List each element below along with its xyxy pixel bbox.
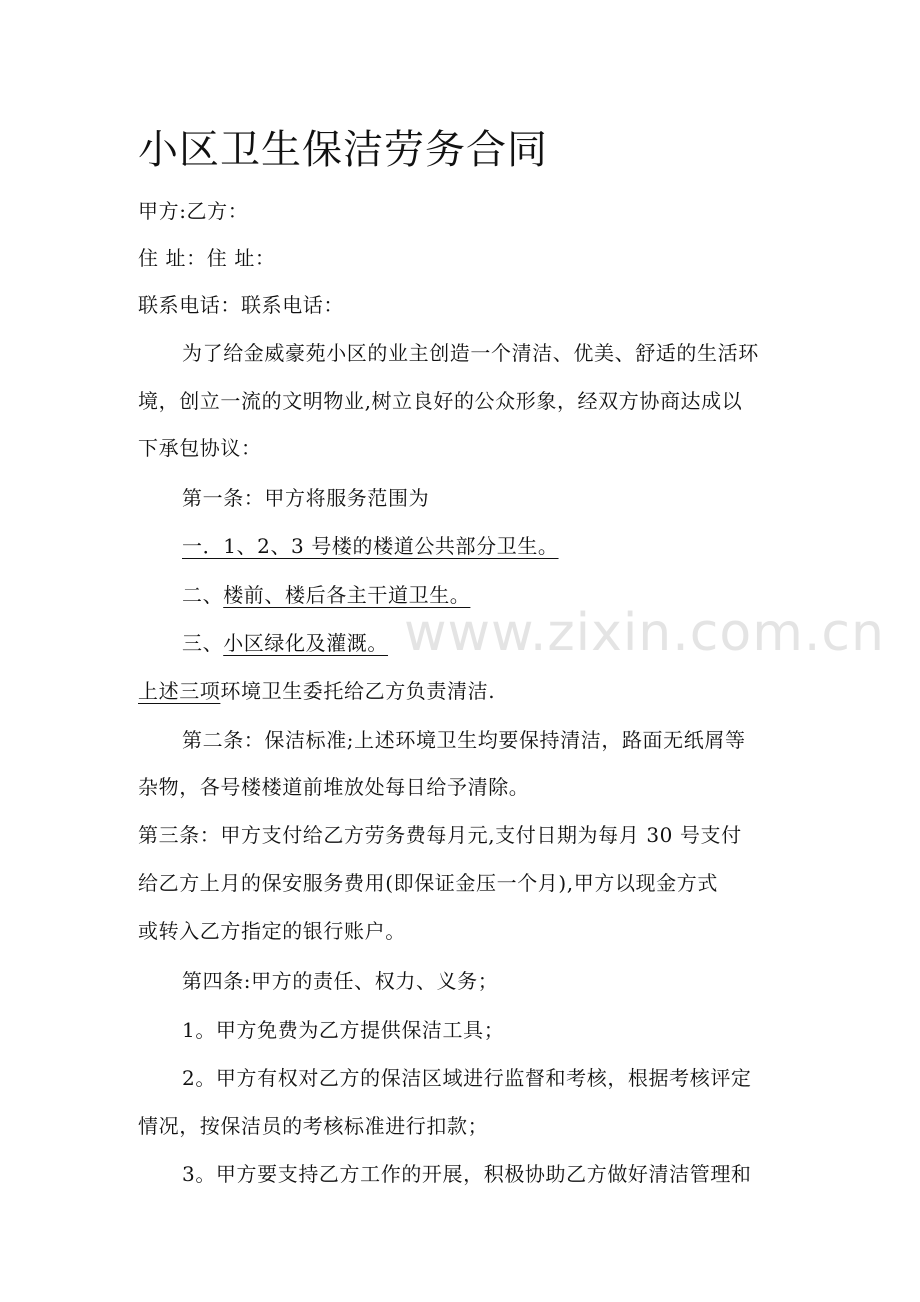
article-4-item-1: 1。甲方免费为乙方提供保洁工具； <box>182 1018 505 1042</box>
scope-summary-text: 环境卫生委托给乙方负责清洁. <box>220 679 496 703</box>
preamble-line-2: 境，创立一流的文明物业,树立良好的公众形象，经双方协商达成以 <box>138 389 743 413</box>
scope-summary-underlined: 上述三项 <box>138 679 221 703</box>
scope-item-3-text: 小区绿化及灌溉。 <box>223 631 389 655</box>
phone-line: 联系电话：联系电话： <box>138 293 344 317</box>
article-1-heading: 第一条：甲方将服务范围为 <box>182 486 430 510</box>
article-3-line-1: 第三条：甲方支付给乙方劳务费每月元,支付日期为每月 30 号支付 <box>138 823 742 847</box>
document-title: 小区卫生保洁劳务合同 <box>138 127 548 173</box>
scope-item-2-prefix: 二、 <box>182 583 224 607</box>
article-2-line-1: 第二条：保洁标准;上述环境卫生均要保持清洁，路面无纸屑等 <box>182 728 746 752</box>
article-4-item-2-line-1: 2。甲方有权对乙方的保洁区域进行监督和考核，根据考核评定 <box>182 1066 752 1090</box>
address-line: 住 址：住 址： <box>138 246 276 270</box>
watermark-text: www.zixin.com.cn <box>404 603 885 663</box>
preamble-line-3: 下承包协议： <box>138 436 262 460</box>
article-3-line-2: 给乙方上月的保安服务费用(即保证金压一个月),甲方以现金方式 <box>138 871 718 895</box>
article-3-line-3: 或转入乙方指定的银行账户。 <box>138 919 406 943</box>
article-4-heading: 第四条:甲方的责任、权力、义务； <box>182 969 499 993</box>
party-names-line: 甲方:乙方： <box>138 199 249 223</box>
preamble-line-1: 为了给金威豪苑小区的业主创造一个清洁、优美、舒适的生活环 <box>182 341 759 365</box>
article-4-item-3-line-1: 3。甲方要支持乙方工作的开展，积极协助乙方做好清洁管理和 <box>182 1162 752 1186</box>
scope-item-3-prefix: 三、 <box>182 631 224 655</box>
scope-summary <box>138 676 495 706</box>
scope-item-3 <box>182 628 388 658</box>
scope-item-1: 一．1、2、3 号楼的楼道公共部分卫生。 <box>182 534 559 558</box>
article-2-line-2: 杂物，各号楼楼道前堆放处每日给予清除。 <box>138 775 530 799</box>
scope-item-2-text: 楼前、楼后各主干道卫生。 <box>223 583 471 607</box>
article-4-item-2-line-2: 情况，按保洁员的考核标准进行扣款； <box>138 1114 489 1138</box>
